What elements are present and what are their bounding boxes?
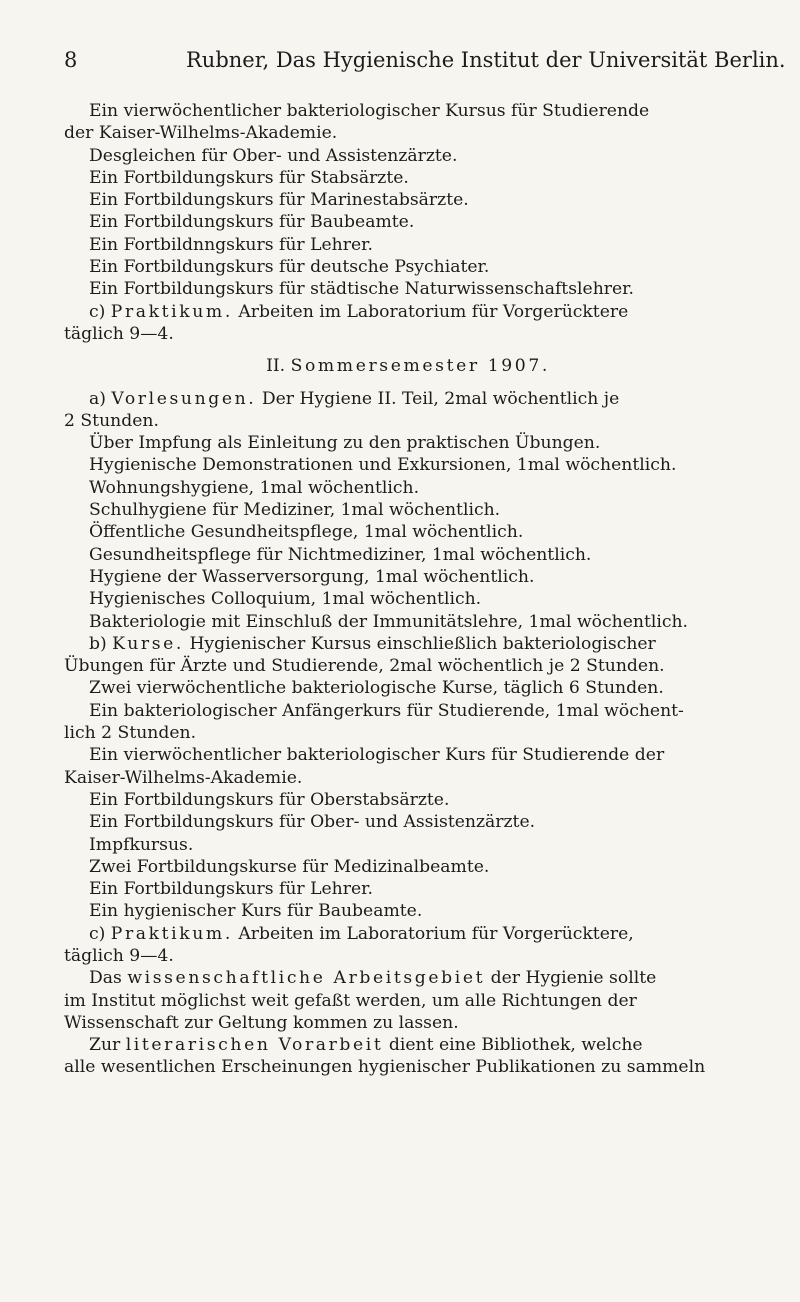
- line-prefix: c): [89, 923, 111, 944]
- line-rest: Arbeiten im Laboratorium für Vorgerücktere,: [232, 923, 634, 944]
- text-line: Desgleichen für Ober- und Assistenzärzte.: [89, 145, 458, 166]
- text-line: täglich 9—4.: [64, 945, 174, 966]
- text-line: alle wesentlichen Erscheinungen hygienischer Publikationen zu sammeln: [64, 1057, 706, 1078]
- text-line-vorlesungen: [64, 388, 792, 410]
- spaced-term: Praktikum.: [110, 301, 233, 322]
- text-line: Hygienisches Colloquium, 1mal wöchentlich.: [89, 589, 482, 610]
- spaced-term: Vorlesungen.: [111, 388, 257, 409]
- text-line: Öffentliche Gesundheitspflege, 1mal wöchentlich.: [89, 522, 524, 543]
- text-line: Ein vierwöchentlicher bakteriologischer Kursus für Studierende: [89, 101, 650, 121]
- line-prefix: b): [89, 633, 113, 654]
- page-number: 8: [64, 48, 78, 72]
- text-line: Über Impfung als Einleitung zu den praktischen Übungen.: [89, 433, 601, 454]
- line-prefix: Das: [89, 968, 128, 989]
- text-line: Impfkursus.: [89, 834, 194, 855]
- line-rest: dient eine Bibliothek, welche: [383, 1035, 643, 1056]
- text-line: Kaiser-Wilhelms-Akademie.: [64, 767, 303, 788]
- line-rest: Der Hygiene II. Teil, 2mal wöchentlich je: [256, 388, 620, 409]
- line-prefix: c): [89, 301, 111, 322]
- line-rest: Arbeiten im Laboratorium für Vorgerücktere: [232, 301, 629, 322]
- text-line: Gesundheitspflege für Nichtmediziner, 1mal wöchentlich.: [89, 544, 592, 565]
- text-line-kurse: [64, 633, 792, 655]
- text-line: im Institut möglichst weit gefaßt werden, um alle Richtungen der: [64, 990, 637, 1011]
- text-line: Ein Fortbildungskurs für städtische Naturwissenschaftslehrer.: [89, 279, 634, 300]
- spaced-term: Kurse.: [112, 633, 184, 654]
- text-line: Ein Fortbildungskurs für Baubeamte.: [89, 212, 415, 233]
- text-line: 2 Stunden.: [64, 410, 159, 431]
- running-title: Rubner, Das Hygienische Institut der Universität Berlin.: [186, 48, 786, 72]
- text-line: Ein Fortbildungskurs für Ober- und Assistenzärzte.: [89, 812, 536, 833]
- text-line: Ein hygienischer Kurs für Baubeamte.: [89, 901, 423, 922]
- text-line: Zwei vierwöchentliche bakteriologische Kurse, täglich 6 Stunden.: [89, 678, 664, 699]
- text-line: Wissenschaft zur Geltung kommen zu lassen.: [64, 1012, 459, 1033]
- page-body: [64, 100, 792, 1079]
- text-line: der Kaiser-Wilhelms-Akademie.: [64, 123, 338, 144]
- text-line-arbeitsgebiet: [64, 967, 792, 989]
- line-rest: der Hygienie sollte: [485, 968, 657, 989]
- spaced-term: literarischen Vorarbeit: [125, 1035, 384, 1056]
- text-line: täglich 9—4.: [64, 323, 174, 344]
- line-prefix: Zur: [89, 1035, 126, 1056]
- text-line: Ein Fortbildungskurs für Marinestabsärzte.: [89, 190, 469, 211]
- line-rest: Hygienischer Kursus einschließlich bakteriologischer: [183, 633, 656, 654]
- text-line: Schulhygiene für Mediziner, 1mal wöchentlich.: [89, 500, 501, 521]
- page-header: [64, 44, 786, 76]
- section-title: Sommersemester 1907.: [290, 356, 550, 377]
- text-line: Ein Fortbildnngskurs für Lehrer.: [89, 234, 373, 255]
- spaced-term: Praktikum.: [110, 923, 233, 944]
- text-line-vorarbeit: [64, 1034, 792, 1056]
- text-line: Ein Fortbildungskurs für deutsche Psychiater.: [89, 257, 490, 278]
- text-line: Zwei Fortbildungskurse für Medizinalbeamte.: [89, 856, 490, 877]
- text-line: Ein bakteriologischer Anfängerkurs für Studierende, 1mal wöchent-: [89, 700, 684, 721]
- text-line: Ein Fortbildungskurs für Lehrer.: [89, 879, 373, 900]
- text-line: Ein Fortbildungskurs für Stabsärzte.: [89, 167, 409, 188]
- line-prefix: a): [89, 388, 112, 409]
- section-heading: [64, 355, 792, 377]
- text-line: Hygienische Demonstrationen und Exkursionen, 1mal wöchentlich.: [89, 455, 677, 476]
- spaced-term: wissenschaftliche Arbeitsgebiet: [127, 968, 486, 989]
- section-numeral: II.: [266, 356, 291, 377]
- text-line: Bakteriologie mit Einschluß der Immunitätslehre, 1mal wöchentlich.: [89, 611, 689, 632]
- text-line: Wohnungshygiene, 1mal wöchentlich.: [89, 477, 420, 498]
- text-line-praktikum: [64, 301, 792, 323]
- text-line: Hygiene der Wasserversorgung, 1mal wöchentlich.: [89, 566, 535, 587]
- text-line: lich 2 Stunden.: [64, 723, 197, 744]
- text-line: Ein vierwöchentlicher bakteriologischer Kurs für Studierende der: [89, 745, 665, 766]
- text-line: Übungen für Ärzte und Studierende, 2mal wöchentlich je 2 Stunden.: [64, 656, 665, 677]
- text-line-praktikum: [64, 923, 792, 945]
- text-line: Ein Fortbildungskurs für Oberstabsärzte.: [89, 789, 450, 810]
